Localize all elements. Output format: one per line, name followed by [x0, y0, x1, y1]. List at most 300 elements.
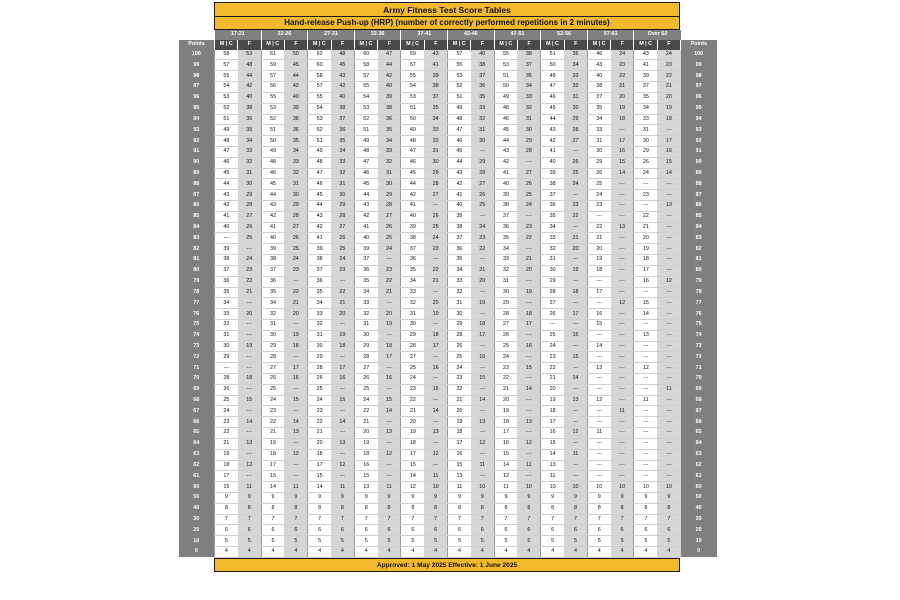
male-score-cell: 18	[541, 406, 564, 417]
male-score-cell: 33	[494, 255, 517, 266]
female-score-cell: ---	[331, 276, 354, 287]
female-score-cell: ---	[611, 341, 634, 352]
points-value: 100	[681, 50, 717, 60]
points-value: 81	[179, 255, 215, 266]
female-score-cell: 14	[284, 417, 307, 428]
female-score-cell: ---	[611, 233, 634, 244]
male-score-cell: 5	[634, 536, 657, 547]
points-value: 79	[179, 276, 215, 287]
points-value: 68	[179, 395, 215, 406]
age-group-header: 52-56	[541, 30, 588, 40]
female-score-cell: ---	[238, 298, 261, 309]
male-score-cell: 52	[308, 125, 331, 136]
points-value: 67	[179, 406, 215, 417]
female-score-cell: 8	[517, 503, 540, 514]
table-row	[179, 168, 717, 179]
male-score-cell: 55	[494, 50, 517, 60]
table-row	[179, 157, 717, 168]
male-score-cell: 46	[448, 136, 471, 147]
female-score-cell: 30	[378, 179, 401, 190]
male-score-cell: 45	[354, 179, 377, 190]
male-score-cell: 12	[494, 471, 517, 482]
male-score-cell: 25	[215, 395, 238, 406]
male-score-cell: 27	[401, 352, 424, 363]
sex-header-row	[179, 40, 717, 50]
female-score-cell: 28	[378, 201, 401, 212]
male-score-cell: 17	[448, 438, 471, 449]
male-score-cell: 30	[354, 330, 377, 341]
female-score-cell: 44	[284, 71, 307, 82]
female-score-cell: ---	[331, 428, 354, 439]
male-score-cell: 28	[494, 309, 517, 320]
female-score-cell: ---	[378, 384, 401, 395]
female-score-cell: ---	[238, 406, 261, 417]
male-score-cell: 11	[448, 482, 471, 493]
female-score-cell: ---	[611, 471, 634, 482]
female-score-cell: 28	[564, 125, 587, 136]
points-value: 20	[179, 525, 215, 536]
female-score-cell: 32	[238, 157, 261, 168]
male-score-cell: 51	[541, 50, 564, 60]
female-score-cell: ---	[424, 287, 447, 298]
male-score-cell: 15	[261, 471, 284, 482]
female-score-cell: 15	[331, 395, 354, 406]
male-score-cell: 46	[215, 157, 238, 168]
male-combat-header: M | C	[541, 40, 564, 50]
male-score-cell: 48	[308, 157, 331, 168]
male-score-cell: 25	[354, 384, 377, 395]
male-score-cell: 47	[448, 125, 471, 136]
points-value: 84	[681, 222, 717, 233]
male-score-cell: 15	[448, 460, 471, 471]
female-score-cell: 50	[284, 50, 307, 60]
female-score-cell: 15	[657, 157, 680, 168]
female-score-cell: ---	[424, 255, 447, 266]
male-score-cell: 28	[308, 363, 331, 374]
female-score-cell: 39	[378, 92, 401, 103]
male-score-cell: 20	[401, 417, 424, 428]
female-score-cell: 30	[471, 136, 494, 147]
male-score-cell: 37	[401, 244, 424, 255]
female-score-cell: ---	[564, 406, 587, 417]
male-score-cell: 31	[494, 276, 517, 287]
male-score-cell: ---	[587, 330, 610, 341]
female-score-cell: 31	[284, 179, 307, 190]
table-row	[179, 492, 717, 503]
male-score-cell: 44	[448, 157, 471, 168]
female-score-cell: 4	[517, 547, 540, 558]
male-score-cell: 44	[354, 190, 377, 201]
male-score-cell: 15	[494, 449, 517, 460]
male-score-cell: 47	[401, 146, 424, 157]
female-score-cell: 36	[471, 82, 494, 93]
table-row	[179, 503, 717, 514]
female-score-cell: 29	[238, 190, 261, 201]
male-score-cell: 10	[587, 482, 610, 493]
female-score-cell: 7	[378, 514, 401, 525]
male-score-cell: 35	[215, 287, 238, 298]
points-value: 60	[179, 482, 215, 493]
female-score-cell: 10	[424, 482, 447, 493]
male-score-cell: 23	[541, 352, 564, 363]
female-score-cell: 19	[517, 287, 540, 298]
female-score-cell: 18	[378, 341, 401, 352]
male-score-cell: 27	[261, 363, 284, 374]
female-score-cell: 19	[657, 103, 680, 114]
female-score-cell: ---	[284, 352, 307, 363]
male-score-cell: 24	[541, 341, 564, 352]
male-score-cell: 46	[587, 50, 610, 60]
female-score-cell: 26	[284, 233, 307, 244]
female-score-cell: 30	[564, 103, 587, 114]
female-score-cell: ---	[517, 352, 540, 363]
points-value: 61	[681, 471, 717, 482]
female-score-cell: ---	[471, 146, 494, 157]
female-score-cell: ---	[611, 265, 634, 276]
female-score-cell: ---	[517, 157, 540, 168]
points-value: 68	[681, 395, 717, 406]
female-score-cell: 25	[517, 190, 540, 201]
female-score-cell: 31	[471, 125, 494, 136]
male-score-cell: 46	[401, 157, 424, 168]
female-score-cell: 38	[378, 103, 401, 114]
male-score-cell: 34	[308, 298, 331, 309]
female-score-cell: 6	[424, 525, 447, 536]
female-score-cell: ---	[611, 395, 634, 406]
male-score-cell: 57	[354, 71, 377, 82]
male-score-cell: 30	[541, 265, 564, 276]
female-score-cell: 9	[331, 492, 354, 503]
female-score-cell: ---	[657, 309, 680, 320]
female-score-cell: 45	[331, 60, 354, 71]
female-score-cell: 7	[238, 514, 261, 525]
female-score-cell: 6	[564, 525, 587, 536]
male-score-cell: 48	[354, 146, 377, 157]
female-score-cell: 34	[564, 60, 587, 71]
points-value: 93	[681, 125, 717, 136]
male-score-cell: 28	[401, 341, 424, 352]
male-score-cell: 18	[261, 449, 284, 460]
male-score-cell: 20	[354, 428, 377, 439]
female-score-cell: ---	[378, 255, 401, 266]
male-score-cell: 16	[448, 449, 471, 460]
points-value: 75	[681, 319, 717, 330]
female-score-cell: 10	[471, 482, 494, 493]
table-row	[179, 341, 717, 352]
male-score-cell: 30	[494, 287, 517, 298]
female-score-cell: 33	[517, 92, 540, 103]
male-score-cell: ---	[587, 449, 610, 460]
male-score-cell: 6	[494, 525, 517, 536]
female-score-cell: 28	[424, 179, 447, 190]
female-score-cell: 8	[564, 503, 587, 514]
male-score-cell: 21	[634, 222, 657, 233]
female-score-cell: 4	[564, 547, 587, 558]
female-score-cell: 38	[238, 103, 261, 114]
female-score-cell: 43	[331, 71, 354, 82]
female-score-cell: 8	[238, 503, 261, 514]
female-score-cell: 15	[517, 363, 540, 374]
male-score-cell: 29	[634, 146, 657, 157]
male-score-cell: 20	[634, 233, 657, 244]
male-score-cell: 13	[448, 471, 471, 482]
female-score-cell: 31	[378, 168, 401, 179]
male-score-cell: 39	[541, 168, 564, 179]
table-row	[179, 525, 717, 536]
male-score-cell: 44	[541, 114, 564, 125]
male-score-cell: 40	[541, 157, 564, 168]
female-score-cell: 18	[611, 114, 634, 125]
female-score-cell: 20	[564, 244, 587, 255]
female-score-cell: 15	[471, 374, 494, 385]
male-score-cell: ---	[587, 298, 610, 309]
male-score-cell: 32	[354, 309, 377, 320]
female-score-cell: 24	[471, 222, 494, 233]
female-score-cell: ---	[611, 125, 634, 136]
male-score-cell: 58	[215, 50, 238, 60]
male-score-cell: 29	[401, 330, 424, 341]
male-score-cell: 6	[448, 525, 471, 536]
male-score-cell: ---	[634, 319, 657, 330]
male-score-cell: 36	[494, 222, 517, 233]
male-score-cell: 23	[587, 201, 610, 212]
female-score-cell: 15	[564, 352, 587, 363]
female-score-cell: 31	[238, 168, 261, 179]
male-score-cell: 35	[354, 276, 377, 287]
male-score-cell: 22	[541, 363, 564, 374]
female-score-cell: 40	[238, 92, 261, 103]
female-score-cell: 53	[238, 50, 261, 60]
female-score-cell: ---	[284, 276, 307, 287]
female-score-cell: ---	[284, 460, 307, 471]
female-score-cell: ---	[471, 363, 494, 374]
female-score-cell: 5	[611, 536, 634, 547]
male-score-cell: 40	[354, 233, 377, 244]
points-value: 88	[681, 179, 717, 190]
female-score-cell: 26	[424, 211, 447, 222]
male-score-cell: 46	[354, 168, 377, 179]
male-score-cell: 20	[541, 384, 564, 395]
male-score-cell: 49	[215, 125, 238, 136]
male-score-cell: 8	[261, 503, 284, 514]
male-score-cell: 29	[354, 341, 377, 352]
male-score-cell: 30	[261, 330, 284, 341]
male-score-cell: ---	[634, 352, 657, 363]
points-value: 20	[681, 525, 717, 536]
female-score-cell: 19	[564, 265, 587, 276]
points-value: 86	[681, 201, 717, 212]
male-score-cell: 4	[215, 547, 238, 558]
female-score-cell: ---	[564, 341, 587, 352]
male-score-cell: 41	[634, 60, 657, 71]
male-score-cell: 52	[215, 103, 238, 114]
male-score-cell: 53	[215, 92, 238, 103]
male-score-cell: 7	[354, 514, 377, 525]
male-score-cell: 34	[494, 244, 517, 255]
male-score-cell: 16	[541, 428, 564, 439]
male-score-cell: 15	[215, 482, 238, 493]
age-group-header: 17-21	[215, 30, 262, 40]
points-value: 92	[179, 136, 215, 147]
female-score-cell: ---	[657, 471, 680, 482]
male-score-cell: 48	[261, 157, 284, 168]
male-score-cell: 8	[308, 503, 331, 514]
table-row	[179, 233, 717, 244]
female-score-cell: 13	[611, 222, 634, 233]
female-score-cell: ---	[657, 265, 680, 276]
male-score-cell: 17	[401, 449, 424, 460]
points-value: 73	[681, 341, 717, 352]
female-score-cell: ---	[378, 460, 401, 471]
hrp-score-table	[178, 30, 717, 558]
male-score-cell: 6	[401, 525, 424, 536]
male-score-cell: 39	[494, 190, 517, 201]
female-score-cell: 7	[611, 514, 634, 525]
female-header: F	[284, 40, 307, 50]
points-value: 62	[681, 460, 717, 471]
female-score-cell: 5	[238, 536, 261, 547]
male-score-cell: 26	[448, 341, 471, 352]
male-score-cell: 17	[308, 460, 331, 471]
male-score-cell: 14	[401, 471, 424, 482]
female-score-cell: 22	[517, 233, 540, 244]
male-score-cell: 5	[494, 536, 517, 547]
female-score-cell: ---	[424, 201, 447, 212]
male-score-cell: 44	[308, 201, 331, 212]
female-score-cell: 35	[238, 125, 261, 136]
female-score-cell: 31	[564, 92, 587, 103]
male-score-cell: 47	[354, 157, 377, 168]
female-score-cell: ---	[564, 255, 587, 266]
male-score-cell: 50	[261, 136, 284, 147]
points-value: 76	[179, 309, 215, 320]
male-score-cell: 14	[494, 460, 517, 471]
male-score-cell: ---	[634, 374, 657, 385]
age-group-header: 32-36	[354, 30, 401, 40]
female-score-cell: 23	[611, 60, 634, 71]
points-value: 50	[179, 492, 215, 503]
male-score-cell: 61	[261, 50, 284, 60]
female-score-cell: 19	[471, 298, 494, 309]
female-score-cell: 27	[378, 211, 401, 222]
male-score-cell: 43	[354, 201, 377, 212]
male-score-cell: 12	[634, 363, 657, 374]
male-score-cell: 22	[261, 417, 284, 428]
female-score-cell: ---	[471, 211, 494, 222]
female-score-cell: 25	[471, 201, 494, 212]
female-score-cell: 26	[238, 222, 261, 233]
male-score-cell: 8	[494, 503, 517, 514]
male-score-cell: 42	[448, 179, 471, 190]
male-score-cell: 48	[401, 136, 424, 147]
male-score-cell: 24	[261, 395, 284, 406]
male-score-cell: 49	[261, 146, 284, 157]
female-score-cell: ---	[657, 438, 680, 449]
female-score-cell: 7	[424, 514, 447, 525]
female-score-cell: ---	[284, 471, 307, 482]
female-score-cell: 4	[424, 547, 447, 558]
female-score-cell: ---	[657, 319, 680, 330]
female-score-cell: 9	[424, 492, 447, 503]
female-score-cell: 7	[564, 514, 587, 525]
female-score-cell: 12	[564, 428, 587, 439]
male-score-cell: 42	[354, 211, 377, 222]
male-score-cell: 40	[448, 201, 471, 212]
female-score-cell: 16	[284, 374, 307, 385]
female-score-cell: 30	[424, 157, 447, 168]
female-score-cell: 21	[564, 233, 587, 244]
female-score-cell: 32	[424, 136, 447, 147]
female-score-cell: 6	[331, 525, 354, 536]
male-score-cell: 45	[541, 103, 564, 114]
female-score-cell: 20	[378, 309, 401, 320]
points-value: 94	[681, 114, 717, 125]
female-score-cell: ---	[611, 363, 634, 374]
female-score-cell: 12	[657, 276, 680, 287]
male-score-cell: 9	[354, 492, 377, 503]
points-value: 50	[681, 492, 717, 503]
male-score-cell: 5	[215, 536, 238, 547]
female-score-cell: 25	[424, 222, 447, 233]
female-score-cell: 34	[517, 82, 540, 93]
female-score-cell: 24	[424, 233, 447, 244]
female-score-cell: 27	[331, 222, 354, 233]
female-score-cell: 12	[611, 298, 634, 309]
male-combat-header: M | C	[494, 40, 517, 50]
female-score-cell: 37	[424, 92, 447, 103]
male-score-cell: 41	[541, 146, 564, 157]
table-row	[179, 255, 717, 266]
table-row	[179, 438, 717, 449]
male-score-cell: 49	[354, 136, 377, 147]
male-score-cell: 21	[261, 428, 284, 439]
male-score-cell: 6	[308, 525, 331, 536]
male-score-cell: 39	[634, 71, 657, 82]
table-row	[179, 514, 717, 525]
points-value: 66	[681, 417, 717, 428]
male-score-cell: 21	[587, 233, 610, 244]
female-score-cell: ---	[611, 428, 634, 439]
female-header: F	[517, 40, 540, 50]
male-score-cell: 4	[261, 547, 284, 558]
male-score-cell: 41	[494, 168, 517, 179]
male-score-cell: ---	[587, 352, 610, 363]
male-score-cell: 5	[448, 536, 471, 547]
female-score-cell: 17	[424, 341, 447, 352]
female-score-cell: 13	[517, 417, 540, 428]
female-score-cell: 4	[284, 547, 307, 558]
female-score-cell: 40	[471, 50, 494, 60]
female-score-cell: 9	[471, 492, 494, 503]
female-header: F	[471, 40, 494, 50]
male-score-cell: 19	[541, 395, 564, 406]
points-value: 78	[681, 287, 717, 298]
female-header: F	[657, 40, 680, 50]
male-score-cell: 4	[494, 547, 517, 558]
male-score-cell: 7	[634, 514, 657, 525]
female-score-cell: 22	[378, 276, 401, 287]
female-score-cell: 37	[331, 114, 354, 125]
male-score-cell: 12	[587, 395, 610, 406]
female-score-cell: ---	[657, 395, 680, 406]
age-group-header: 37-41	[401, 30, 448, 40]
points-value: 63	[179, 449, 215, 460]
female-score-cell: ---	[657, 428, 680, 439]
female-score-cell: ---	[657, 125, 680, 136]
male-combat-header: M | C	[354, 40, 377, 50]
female-score-cell: ---	[238, 471, 261, 482]
male-score-cell: 46	[541, 92, 564, 103]
